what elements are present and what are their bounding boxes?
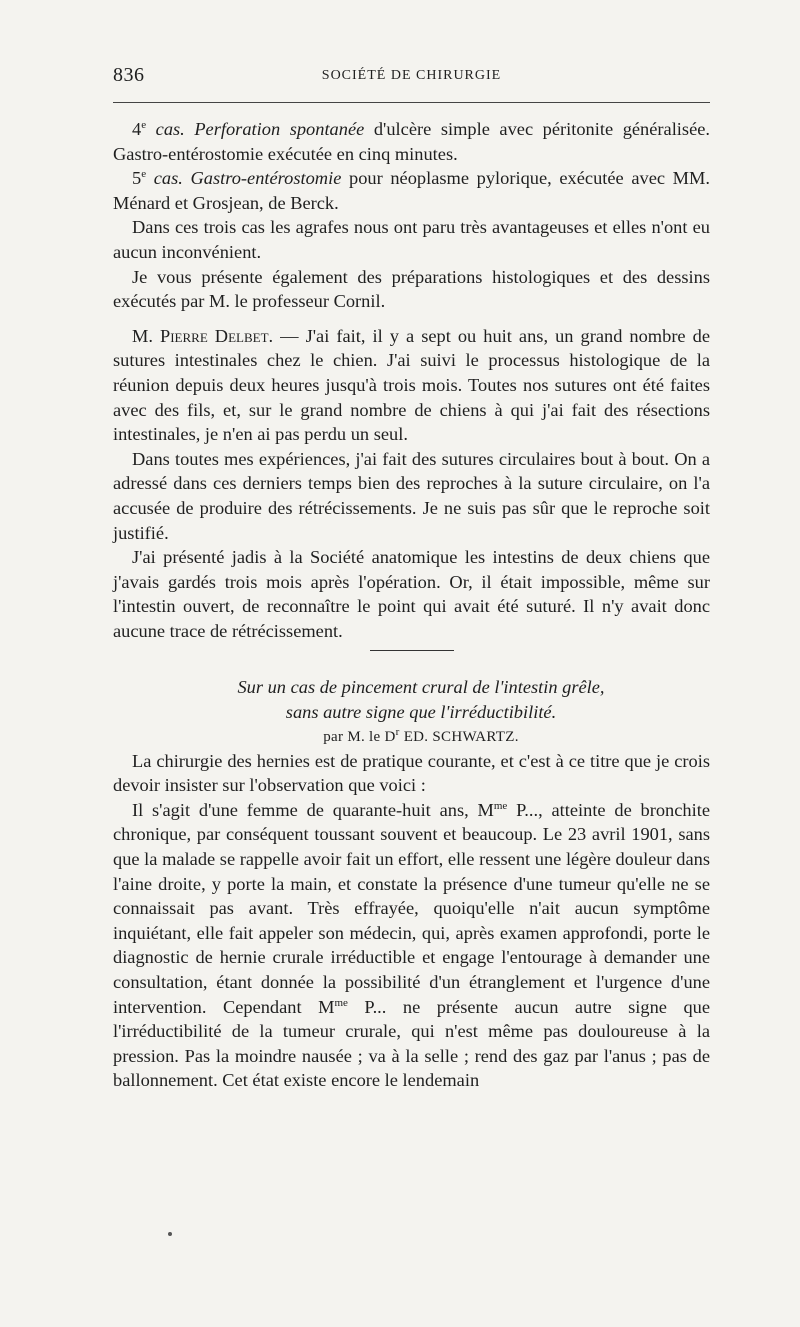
case-4-paragraph: 4e cas. Perforation spontanée d'ulcère simple avec péritonite généralisée. Gastro-entérostomie exécutée en cinq minutes.: [113, 118, 710, 164]
article-byline: par M. le $D^r$ ED. SCHWARTZ.: [323, 725, 519, 745]
agrafes-paragraph: Dans ces trois cas les agrafes nous ont paru très avantageuses et elles n'ont eu aucun inconvénient.: [113, 217, 710, 262]
page-header: [113, 62, 710, 90]
delbet-paragraph-3: J'ai présenté jadis à la Société anatomique les intestins de deux chiens que j'avais gardés trois mois après l'opération. Or, il était impossible, même sur l'intestin ouvert, de reconnaître le point qui avait été suturé. Il n'y avait donc aucune trace de rétrécissement.: [113, 547, 710, 641]
article-title-line-1: Sur un cas de pincement crural de l'intestin grêle,: [237, 677, 605, 698]
section-separator: [370, 650, 454, 651]
delbet-paragraph-2: Dans toutes mes expériences, j'ai fait des sutures circulaires bout à bout. On a adressé dans ces derniers temps bien des reproches à la suture circulaire, on l'a accusée de produire des rétrécissements. Je ne suis pas sûr que le reproche soit justifié.: [113, 448, 710, 543]
article-paragraph-2: Il s'agit d'une femme de quarante-huit ans, $M^{me}$ P..., atteinte de bronchite chronique, par conséquent toussant souvent et beaucoup. Le 23 avril 1901, sans que la malade se rappelle avoir fait un effort, elle ressent une légère douleur dans l'aine droite, y porte la main, et constate la présence d'une tumeur qu'elle ne se connaissait pas avant. Très effrayée, quoiqu'elle n'ait aucun symptôme inquiétant, elle fait appeler son médecin, qui, après examen approfondi, porte le diagnostic de hernie crurale irréductible et engage l'entourage à demander une consultation, étant donnée la possibilité d'un étranglement et l'urgence d'une intervention. Cependant $M^{me}$ P... ne présente aucun autre signe que l'irréductibilité de la tumeur crurale, qui n'est même pas douloureuse à la pression. Pas la moindre nausée ; va à la selle ; rend des gaz par l'anus ; pas de ballonnement. Cet état existe encore le lendemain: [113, 799, 710, 1091]
speaker-name: M. Pierre Delbet.: [132, 325, 274, 346]
header-rule: [113, 102, 710, 103]
article-paragraph-1: La chirurgie des hernies est de pratique courante, et c'est à ce titre que je crois devoir insister sur l'observation que voici :: [113, 750, 710, 796]
page-body: [113, 117, 710, 1093]
page-number: 836: [113, 64, 145, 86]
article-title-line-2: sans autre signe que l'irréductibilité.: [285, 702, 557, 723]
preparations-paragraph: Je vous présente également des préparations histologiques et des dessins exécutés par M. le professeur Cornil.: [113, 266, 710, 312]
running-head: SOCIÉTÉ DE CHIRURGIE: [321, 68, 502, 83]
footer-dot: [168, 1232, 172, 1236]
delbet-intro-paragraph: M. Pierre Delbet. — J'ai fait, il y a sept ou huit ans, un grand nombre de sutures intestinales chez le chien. J'ai suivi le processus histologique de la réunion depuis deux heures jusqu'à trois mois. Toutes nos sutures ont été faites avec des fils, et, sur le grand nombre de chiens à qui j'ai fait des résections intestinales, je n'en ai pas perdu un seul.: [113, 325, 710, 445]
case-5-paragraph: 5e cas. Gastro-entérostomie pour néoplasme pylorique, exécutée avec MM. Ménard et Grosjean, de Berck.: [113, 168, 710, 213]
